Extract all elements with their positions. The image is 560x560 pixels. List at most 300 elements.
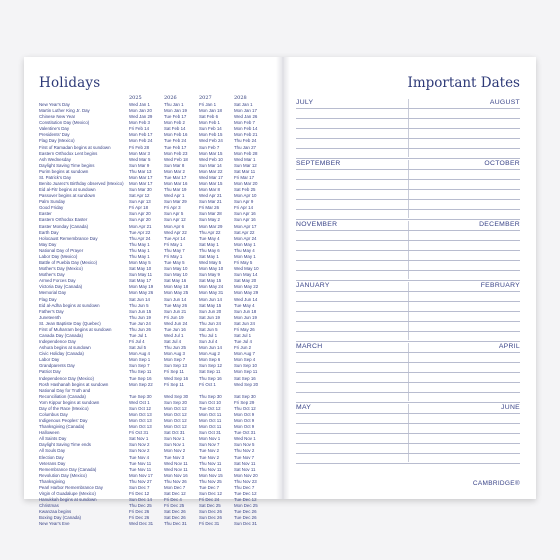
writing-line xyxy=(296,280,520,281)
holiday-date: Sat Mar 11 xyxy=(234,168,256,174)
holiday-date: Sat Dec 25 xyxy=(199,503,221,509)
holiday-date: Tue Nov 2 xyxy=(199,454,220,460)
holiday-date: Sun Mar 29 xyxy=(164,199,187,205)
holiday-date: Thu Nov 2 xyxy=(234,448,255,454)
holiday-date: Mon Oct 11 xyxy=(199,424,222,430)
holiday-date: Tue Mar 17 xyxy=(164,174,187,180)
holiday-name: New Year's Eve xyxy=(39,521,70,527)
month-label-left: MAY xyxy=(296,404,312,411)
holiday-name: St. Jean Baptiste Day (Quebec) xyxy=(39,320,101,326)
writing-line xyxy=(296,331,520,332)
holiday-date: Mon Feb 16 xyxy=(164,132,188,138)
holiday-date: Mon Mar 15 xyxy=(199,181,223,187)
holiday-date: Tue May 4 xyxy=(234,302,255,308)
writing-line xyxy=(296,362,520,363)
holiday-name: Eid al-Fitr begins at sundown xyxy=(39,187,96,193)
holiday-date: Thu Dec 7 xyxy=(234,484,255,490)
holiday-date: Mon Mar 3 xyxy=(129,150,150,156)
holiday-date: Mon Sep 6 xyxy=(199,357,221,363)
holiday-date: Mon Mar 22 xyxy=(199,168,223,174)
holiday-date: Sun Apr 5 xyxy=(164,211,184,217)
holiday-name: Reconciliation (Canada) xyxy=(39,393,86,399)
holiday-name: Labor Day xyxy=(39,357,60,363)
holiday-name: First of Ramadan begins at sundown xyxy=(39,144,111,150)
writing-line xyxy=(296,260,520,261)
writing-line xyxy=(296,301,520,302)
holiday-date: Sun Jun 20 xyxy=(199,308,222,314)
holiday-date: Fri Feb 28 xyxy=(129,144,150,150)
holiday-date: Sat Sep 30 xyxy=(234,393,256,399)
holiday-date: Mon Oct 9 xyxy=(234,411,255,417)
holiday-date: Mon Aug 3 xyxy=(164,351,185,357)
holiday-date: Mon Jun 14 xyxy=(199,296,222,302)
holiday-date: Tue Feb 17 xyxy=(164,144,187,150)
holiday-date: Sun Oct 31 xyxy=(199,430,221,436)
holiday-date: Mon Oct 11 xyxy=(199,418,222,424)
holiday-date: Mon Mar 29 xyxy=(199,223,223,229)
holiday-date: Sat May 15 xyxy=(199,278,222,284)
holiday-date: Sun Sep 12 xyxy=(199,363,222,369)
holidays-header-row xyxy=(39,95,271,102)
writing-line xyxy=(296,179,520,180)
holiday-name: Daylight Saving Time begins xyxy=(39,162,95,168)
holiday-date: Sun Jun 18 xyxy=(234,308,257,314)
holiday-date: Mon Mar 17 xyxy=(129,174,153,180)
holiday-name: Martin Luther King Jr. Day xyxy=(39,108,90,114)
month-label-left: SEPTEMBER xyxy=(296,160,341,167)
holiday-date: Thu Oct 12 xyxy=(234,405,256,411)
holiday-name: Easter Monday (Canada) xyxy=(39,223,89,229)
holiday-date: Sun Nov 2 xyxy=(129,442,150,448)
holiday-date: Tue Nov 3 xyxy=(164,454,185,460)
writing-line xyxy=(296,402,520,403)
writing-line xyxy=(296,433,520,434)
holiday-date: Sat Dec 26 xyxy=(164,509,186,515)
holiday-date: Mon Sep 7 xyxy=(164,357,186,363)
holiday-date: Sun May 2 xyxy=(199,217,220,223)
holiday-name: Presidents' Day xyxy=(39,132,70,138)
holiday-date: Tue May 4 xyxy=(199,235,220,241)
holiday-date: Sun Jun 15 xyxy=(129,308,152,314)
month-label-right: JUNE xyxy=(501,404,520,411)
holiday-date: Sun Mar 14 xyxy=(199,162,222,168)
holiday-name: National Day for Truth and xyxy=(39,387,91,393)
holiday-date: Mon Feb 2 xyxy=(164,120,185,126)
holiday-date: Fri May 1 xyxy=(164,241,183,247)
holiday-name: Ashura begins at sundown xyxy=(39,345,91,351)
holiday-date: Sat Jul 5 xyxy=(129,345,147,351)
holiday-date: Sun Sep 10 xyxy=(234,363,257,369)
holiday-date: Sat May 17 xyxy=(129,278,152,284)
holiday-date: Sat May 10 xyxy=(129,266,152,272)
holiday-name: Columbus Day xyxy=(39,411,68,417)
important-dates-page xyxy=(296,73,520,493)
holiday-name: Mother's Day xyxy=(39,272,65,278)
holiday-date: Mon Mar 8 xyxy=(199,187,220,193)
holiday-date: Tue Jun 16 xyxy=(164,326,186,332)
holiday-date: Wed Apr 1 xyxy=(164,193,185,199)
holiday-date: Sat Jun 5 xyxy=(199,326,218,332)
holiday-date: Tue Feb 24 xyxy=(164,138,187,144)
holiday-date: Mon Aug 4 xyxy=(129,351,150,357)
holiday-date: Sat Jun 19 xyxy=(199,314,220,320)
holiday-date: Mon Nov 17 xyxy=(129,472,153,478)
month-pair-block xyxy=(296,343,520,404)
holiday-date: Fri Mar 17 xyxy=(234,174,255,180)
holiday-date: Wed Feb 18 xyxy=(164,156,188,162)
holiday-date: Mon Feb 7 xyxy=(234,120,255,126)
holiday-name: All Souls Day xyxy=(39,448,66,454)
holiday-date: Wed Feb 10 xyxy=(199,156,223,162)
writing-line xyxy=(296,392,520,393)
planner-spread xyxy=(24,57,536,527)
holiday-date: Sun Sep 20 xyxy=(164,399,187,405)
holiday-date: Sun Mar 8 xyxy=(164,162,185,168)
holiday-date: Mon Nov 2 xyxy=(164,448,186,454)
holiday-date: Sat May 16 xyxy=(164,278,187,284)
writing-line xyxy=(296,311,520,312)
writing-line xyxy=(296,321,520,322)
holiday-date: Sun Nov 2 xyxy=(129,448,150,454)
holiday-date: Fri Dec 26 xyxy=(129,515,150,521)
holiday-date: Fri Dec 4 xyxy=(164,497,182,503)
holiday-name: Eastern Orthodox Lent begins xyxy=(39,150,98,156)
holiday-date: Tue May 5 xyxy=(164,260,185,266)
holiday-date: Tue Nov 11 xyxy=(129,460,152,466)
holiday-name: Civic Holiday (Canada) xyxy=(39,351,84,357)
writing-line xyxy=(296,199,520,200)
holiday-name: May Day xyxy=(39,241,57,247)
holiday-date: Mon May 1 xyxy=(234,241,256,247)
writing-line xyxy=(296,341,520,342)
holiday-date: Tue Dec 26 xyxy=(234,509,257,515)
holiday-date: Sat Nov 1 xyxy=(129,436,149,442)
holiday-date: Tue Nov 11 xyxy=(129,466,152,472)
holiday-date: Sun Dec 7 xyxy=(129,484,150,490)
holiday-name: Veterans Day xyxy=(39,460,66,466)
holiday-date: Wed Nov 11 xyxy=(164,466,188,472)
holiday-date: Mon Sep 1 xyxy=(129,357,151,363)
holiday-name: Canada Day (Canada) xyxy=(39,332,83,338)
holiday-name: Battle of Puebla Day (Mexico) xyxy=(39,260,98,266)
holiday-date: Tue Dec 7 xyxy=(199,484,220,490)
holiday-date: Mon Apr 17 xyxy=(234,223,257,229)
holiday-name: Rosh Hashanah begins at sundown xyxy=(39,381,109,387)
holiday-date: Thu Nov 26 xyxy=(164,478,187,484)
holiday-date: Tue Sep 16 xyxy=(129,375,152,381)
holiday-name: St. Patrick's Day xyxy=(39,174,72,180)
holiday-name: Mother's Day (Mexico) xyxy=(39,266,83,272)
holiday-date: Fri Apr 3 xyxy=(164,205,181,211)
holiday-date: Mon Feb 1 xyxy=(199,120,220,126)
holiday-date: Fri Jan 1 xyxy=(199,102,217,107)
holiday-name: Thanksgiving (Canada) xyxy=(39,424,85,430)
holiday-date: Mon Feb 14 xyxy=(234,126,258,132)
holiday-date: Mon May 19 xyxy=(129,284,154,290)
holiday-date: Mon Feb 24 xyxy=(129,138,153,144)
holiday-name: Hanukkah begins at sundown xyxy=(39,497,97,503)
holiday-name: Day of the Race (Mexico) xyxy=(39,405,89,411)
holiday-date: Thu Jul 1 xyxy=(199,332,218,338)
writing-line xyxy=(296,463,520,464)
holiday-date: Sat Apr 12 xyxy=(129,193,150,199)
holiday-name: Kwanzaa begins xyxy=(39,509,72,515)
holiday-date: Sat Nov 11 xyxy=(234,466,256,472)
holiday-date: Mon May 1 xyxy=(234,253,256,259)
holiday-date: Thu May 1 xyxy=(129,253,150,259)
holiday-date: Mon Oct 13 xyxy=(129,424,152,430)
holiday-date: Thu May 4 xyxy=(234,247,255,253)
holiday-date: Sun Oct 10 xyxy=(199,399,221,405)
holiday-name: Constitution Day (Mexico) xyxy=(39,120,90,126)
holiday-date: Sat May 20 xyxy=(234,278,257,284)
holiday-date: Sun Feb 14 xyxy=(199,126,222,132)
holiday-name: Flag Day (Mexico) xyxy=(39,138,75,144)
holiday-name: New Year's Day xyxy=(39,102,70,107)
month-label-left: MARCH xyxy=(296,343,323,350)
holiday-date: Sat May 1 xyxy=(199,253,219,259)
holiday-date: Sun Nov 1 xyxy=(164,442,185,448)
holiday-date: Tue Nov 2 xyxy=(199,448,220,454)
holiday-date: Sat Feb 6 xyxy=(199,114,219,120)
month-label-right: OCTOBER xyxy=(484,160,520,167)
holiday-date: Thu Jun 24 xyxy=(199,320,221,326)
writing-line xyxy=(296,423,520,424)
holiday-date: Fri Jun 19 xyxy=(164,314,184,320)
holiday-date: Mon May 26 xyxy=(129,290,154,296)
holiday-date: Mon Nov 1 xyxy=(199,436,221,442)
holiday-name: Indigenous Peoples' Day xyxy=(39,418,88,424)
holiday-date: Mon Oct 9 xyxy=(234,418,255,424)
holiday-date: Wed Apr 22 xyxy=(164,229,187,235)
holiday-date: Mon Oct 9 xyxy=(234,424,255,430)
month-label-right: DECEMBER xyxy=(479,221,520,228)
holiday-date: Mon May 24 xyxy=(199,284,224,290)
holiday-date: Sat Feb 25 xyxy=(234,187,256,193)
month-label-right: APRIL xyxy=(498,343,520,350)
holiday-date: Sun Apr 16 xyxy=(234,217,256,223)
holiday-date: Fri May 1 xyxy=(164,253,183,259)
brand-logo: CAMBRIDGE® xyxy=(472,480,520,487)
holiday-date: Thu Dec 25 xyxy=(129,503,152,509)
writing-line xyxy=(296,209,520,210)
month-pair-block xyxy=(296,160,520,221)
holiday-date: Thu Sep 30 xyxy=(199,393,222,399)
holiday-date: Fri May 26 xyxy=(234,326,255,332)
holiday-date: Sun Nov 1 xyxy=(164,436,185,442)
holiday-date: Mon Apr 10 xyxy=(234,193,257,199)
holiday-date: Fri Sep 29 xyxy=(234,399,255,405)
holiday-date: Sun Jun 14 xyxy=(164,296,187,302)
holiday-name: Purim begins at sundown xyxy=(39,168,89,174)
year-header: 2027 xyxy=(199,95,212,101)
holiday-date: Thu Nov 11 xyxy=(199,466,222,472)
holiday-date: Sat Jul 1 xyxy=(234,332,252,338)
holiday-name: Christmas xyxy=(39,503,59,509)
holiday-date: Wed Jan 26 xyxy=(234,114,258,120)
holiday-date: Fri Sep 11 xyxy=(164,381,184,387)
holiday-date: Mon Aug 7 xyxy=(234,351,255,357)
holiday-date: Thu Dec 31 xyxy=(164,521,187,527)
holiday-date: Sun Nov 5 xyxy=(234,442,255,448)
holiday-name: Revolution Day (Mexico) xyxy=(39,472,87,478)
holiday-date: Mon Oct 12 xyxy=(164,418,187,424)
holiday-name: Remembrance Day (Canada) xyxy=(39,466,97,472)
holiday-name: Labor Day (Mexico) xyxy=(39,253,78,259)
holiday-date: Sun May 10 xyxy=(164,266,188,272)
holiday-date: Sat Sep 16 xyxy=(234,375,256,381)
holiday-date: Tue Oct 31 xyxy=(234,430,256,436)
holiday-date: Thu Jan 1 xyxy=(164,102,184,107)
holiday-date: Mon Oct 12 xyxy=(164,405,187,411)
holiday-date: Mon May 10 xyxy=(199,266,224,272)
holiday-date: Fri Sep 11 xyxy=(164,369,184,375)
holiday-date: Mon Oct 11 xyxy=(199,411,222,417)
holidays-page xyxy=(39,75,269,527)
holiday-date: Tue Oct 12 xyxy=(199,405,221,411)
holiday-date: Mon Oct 12 xyxy=(164,424,187,430)
holiday-date: Mon Jan 20 xyxy=(129,108,152,114)
holidays-title: Holidays xyxy=(39,75,101,91)
holiday-date: Wed Jun 24 xyxy=(164,320,188,326)
holiday-date: Wed Apr 21 xyxy=(199,193,222,199)
holiday-date: Mon May 5 xyxy=(129,260,151,266)
month-label-left: JULY xyxy=(296,99,314,106)
holiday-date: Sun Jul 4 xyxy=(199,339,218,345)
holiday-date: Wed Mar 1 xyxy=(234,156,256,162)
holiday-date: Tue Dec 12 xyxy=(234,497,257,503)
holiday-date: Wed Nov 11 xyxy=(164,460,188,466)
holiday-date: Mon May 22 xyxy=(234,284,259,290)
holiday-date: Fri Dec 24 xyxy=(199,497,220,503)
holiday-date: Mon Sep 22 xyxy=(129,381,153,387)
holiday-date: Mon Oct 13 xyxy=(129,411,152,417)
holiday-name: Yom Kippur begins at sundown xyxy=(39,399,100,405)
holiday-name: Patriot Day xyxy=(39,369,61,375)
writing-line xyxy=(296,270,520,271)
holiday-date: Fri Mar 26 xyxy=(199,205,220,211)
holiday-date: Thu Nov 11 xyxy=(199,460,222,466)
holiday-date: Mon May 25 xyxy=(164,290,189,296)
holiday-name: Daylight Saving Time ends xyxy=(39,442,91,448)
holiday-date: Wed Sep 16 xyxy=(164,375,189,381)
holiday-date: Wed Jan 1 xyxy=(129,102,150,107)
holiday-date: Mon Feb 3 xyxy=(129,120,150,126)
holiday-date: Sat Apr 22 xyxy=(234,229,255,235)
holiday-date: Sun Mar 12 xyxy=(234,162,257,168)
month-label-right: FEBRUARY xyxy=(480,282,520,289)
holiday-date: Thu Jun 25 xyxy=(164,345,186,351)
holiday-date: Mon Oct 12 xyxy=(164,411,187,417)
writing-line xyxy=(296,128,520,129)
holiday-date: Wed Jul 1 xyxy=(164,332,184,338)
year-header: 2028 xyxy=(234,95,247,101)
holiday-name: Ash Wednesday xyxy=(39,156,71,162)
holiday-date: Thu Apr 24 xyxy=(129,235,151,241)
holiday-date: Sun Dec 26 xyxy=(199,509,222,515)
holiday-name: Easter xyxy=(39,211,52,217)
holiday-date: Fri Apr 14 xyxy=(234,205,254,211)
holiday-date: Mon Nov 15 xyxy=(199,472,223,478)
holiday-date: Sun Mar 30 xyxy=(129,187,152,193)
holiday-date: Sun Apr 12 xyxy=(164,217,186,223)
holiday-date: Wed Sep 20 xyxy=(234,381,259,387)
holiday-date: Sat Dec 12 xyxy=(164,491,186,496)
holiday-date: Tue Feb 17 xyxy=(164,114,187,120)
writing-line xyxy=(296,372,520,373)
holiday-date: Sun Mar 21 xyxy=(199,199,222,205)
important-dates-title: Important Dates xyxy=(407,75,520,91)
holiday-date: Sun Mar 9 xyxy=(129,162,150,168)
holiday-date: Wed Oct 1 xyxy=(129,399,150,405)
holiday-date: Sun Sep 13 xyxy=(164,363,187,369)
holiday-date: Thu Jan 27 xyxy=(234,144,256,150)
holiday-date: Mon Apr 24 xyxy=(234,235,257,241)
holiday-date: Mon Feb 28 xyxy=(234,150,258,156)
holiday-date: Sun Oct 12 xyxy=(129,405,151,411)
holiday-date: Mon Jun 14 xyxy=(199,345,222,351)
holiday-date: Wed May 10 xyxy=(234,266,259,272)
holiday-date: Tue May 26 xyxy=(164,302,188,308)
writing-line xyxy=(296,230,520,231)
holiday-date: Fri Jul 4 xyxy=(129,339,145,345)
year-header: 2026 xyxy=(164,95,177,101)
holiday-date: Mon May 31 xyxy=(199,290,224,296)
holiday-date: Fri Oct 1 xyxy=(199,381,216,387)
writing-line xyxy=(296,291,520,292)
holiday-date: Tue Jul 4 xyxy=(234,339,252,345)
holiday-date: Mon Jan 19 xyxy=(164,108,187,114)
holiday-date: Mon May 29 xyxy=(234,290,259,296)
holiday-date: Mon Oct 13 xyxy=(129,418,152,424)
holiday-date: Fri Dec 12 xyxy=(129,491,150,496)
writing-line xyxy=(296,158,520,159)
writing-line xyxy=(296,118,520,119)
holiday-date: Mon Nov 20 xyxy=(234,472,258,478)
holiday-date: Thu Mar 13 xyxy=(129,168,152,174)
holiday-date: Mon Jun 19 xyxy=(234,314,257,320)
holiday-date: Sat May 1 xyxy=(199,241,219,247)
holiday-date: Wed Nov 1 xyxy=(234,436,256,442)
page-gutter xyxy=(276,57,290,499)
holiday-name: Juneteenth xyxy=(39,314,61,320)
holiday-date: Mon Feb 23 xyxy=(164,150,188,156)
holiday-name: Independence Day xyxy=(39,339,76,345)
holiday-name: All Saints Day xyxy=(39,436,67,442)
holiday-name: Flag Day xyxy=(39,296,57,302)
holiday-date: Fri Dec 26 xyxy=(129,509,150,515)
month-pair-block xyxy=(296,282,520,343)
holiday-date: Sun Nov 7 xyxy=(199,442,220,448)
holiday-date: Mon Feb 15 xyxy=(199,132,223,138)
holiday-date: Mon Feb 17 xyxy=(129,132,153,138)
holiday-date: Sun Apr 20 xyxy=(129,211,151,217)
holiday-date: Thu May 6 xyxy=(199,247,220,253)
holiday-date: Mon Apr 21 xyxy=(129,223,152,229)
holiday-date: Thu Apr 22 xyxy=(199,229,221,235)
holiday-name: Independence Day (Mexico) xyxy=(39,375,94,381)
holiday-date: Mon Jan 17 xyxy=(234,108,257,114)
writing-line xyxy=(296,108,520,109)
holiday-date: Sun May 9 xyxy=(199,272,220,278)
holiday-date: Mon Aug 2 xyxy=(199,351,220,357)
holiday-date: Thu May 7 xyxy=(164,247,185,253)
holiday-date: Mon Dec 7 xyxy=(164,484,186,490)
holiday-date: Mon Nov 16 xyxy=(164,472,188,478)
holiday-name: Valentine's Day xyxy=(39,126,70,132)
holiday-date: Wed Jun 14 xyxy=(234,296,258,302)
holiday-date: Mon Sep 4 xyxy=(234,357,256,363)
